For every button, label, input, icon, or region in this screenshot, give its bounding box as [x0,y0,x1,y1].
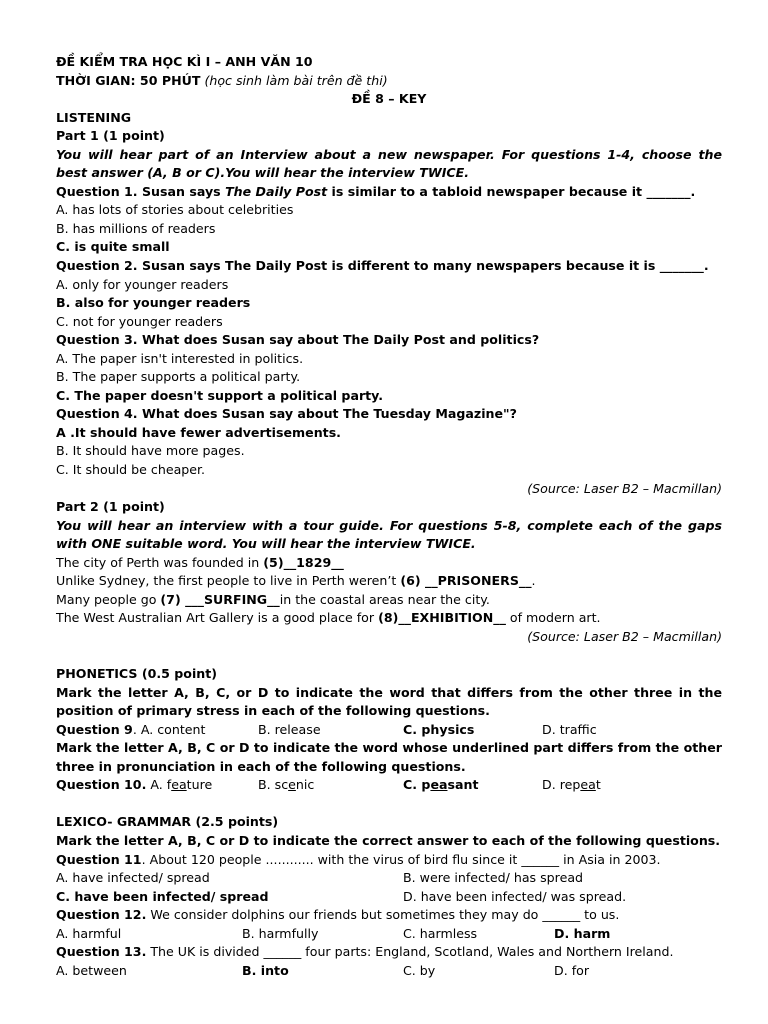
gap-sentence-7: Many people go (7) ___SURFING__in the coastal areas near the city. [56,591,490,607]
part2-source: (Source: Laser B2 – Macmillan) [527,628,722,644]
q13-options: A. between B. into C. by D. for [56,962,590,978]
q11-options-2: C. have been infected/ spread D. have been infected/ was spread. [56,888,627,904]
q12-options: A. harmful B. harmfully C. harmless D. harm [56,925,611,941]
question-1: Question 1. Susan says The Daily Post is similar to a tabloid newspaper because it _______. [56,183,696,199]
phonetics-instruction-1: Mark the letter A, B, C, or D to indicate the word that differs from the other three in the [56,684,722,700]
q11-options-1: A. have infected/ spread B. were infected/ has spread [56,870,584,886]
q4-option-b: B. It should have more pages. [56,443,245,459]
exam-time: THỜI GIAN: 50 PHÚT (học sinh làm bài trên đề thi) [56,72,388,88]
q1-option-c: C. is quite small [56,239,170,255]
lexico-instruction: Mark the letter A, B, C or D to indicate the correct answer to each of the following questions. [56,832,721,848]
listening-heading: LISTENING [56,109,132,125]
phonetics-instruction-1b: position of primary stress in each of the following questions. [56,703,490,719]
q3-option-a: A. The paper isn't interested in politics. [56,350,304,366]
question-4: Question 4. What does Susan say about The Tuesday Magazine"? [56,406,517,422]
question-10: Question 10. A. feature B. scenic C. peasant D. repeat [56,777,601,793]
exam-page [56,53,722,980]
question-13: Question 13. The UK is divided ______ four parts: England, Scotland, Wales and Northern Ireland. [56,944,674,960]
q3-option-b: B. The paper supports a political party. [56,369,301,385]
part1-source: (Source: Laser B2 – Macmillan) [527,480,722,496]
q2-option-b: B. also for younger readers [56,295,251,311]
part1-instruction-2: best answer (A, B or C).You will hear the interview TWICE. [56,165,470,181]
question-9: Question 9. A. content B. release C. physics D. traffic [56,721,597,737]
part2-instruction: You will hear an interview with a tour guide. For questions 5-8, complete each of the gaps [56,517,722,533]
phonetics-instruction-2: Mark the letter A, B, C or D to indicate the word whose underlined part differs from the other [56,740,722,756]
q4-option-c: C. It should be cheaper. [56,462,206,478]
phonetics-heading: PHONETICS (0.5 point) [56,666,218,682]
q2-option-a: A. only for younger readers [56,276,229,292]
q4-option-a: A .It should have fewer advertisements. [56,424,341,440]
part1-title: Part 1 (1 point) [56,128,165,144]
gap-sentence-5: The city of Perth was founded in (5)__1829__ [56,554,344,570]
lexico-heading: LEXICO- GRAMMAR (2.5 points) [56,814,279,830]
part2-instruction-2: with ONE suitable word. You will hear the interview TWICE. [56,536,476,552]
question-2: Question 2. Susan says The Daily Post is different to many newspapers because it is _______. [56,258,709,274]
q1-option-a: A. has lots of stories about celebrities [56,202,294,218]
part2-title: Part 2 (1 point) [56,499,165,515]
q2-option-c: C. not for younger readers [56,313,223,329]
q1-option-b: B. has millions of readers [56,220,216,236]
question-12: Question 12. We consider dolphins our friends but sometimes they may do ______ to us. [56,907,620,923]
q3-option-c: C. The paper doesn't support a political party. [56,387,384,403]
question-3: Question 3. What does Susan say about The Daily Post and politics? [56,332,540,348]
part1-instruction: You will hear part of an Interview about a new newspaper. For questions 1-4, choose the [56,146,722,162]
gap-sentence-6: Unlike Sydney, the first people to live in Perth weren’t (6) __PRISONERS__. [56,573,536,589]
phonetics-instruction-2b: three in pronunciation in each of the following questions. [56,758,466,774]
exam-code: ĐỀ 8 – KEY [351,91,427,107]
gap-sentence-8: The West Australian Art Gallery is a good place for (8)__EXHIBITION__ of modern art. [56,610,601,626]
question-11: Question 11. About 120 people ............ with the virus of bird flu since it ______ in Asia in 2003. [56,851,661,867]
exam-title: ĐỀ KIỂM TRA HỌC KÌ I – ANH VĂN 10 [56,54,313,69]
